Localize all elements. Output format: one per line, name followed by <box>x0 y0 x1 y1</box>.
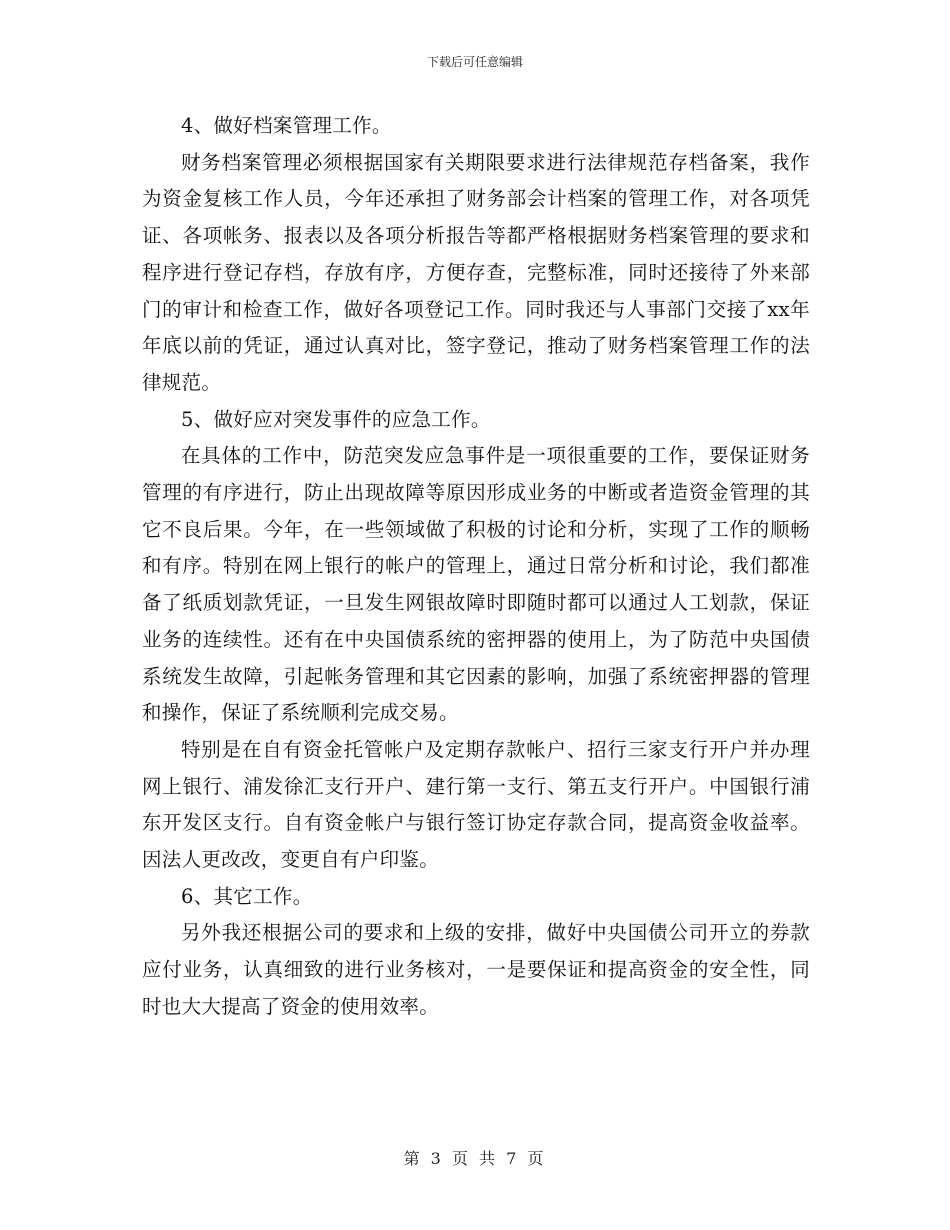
paragraph-other: 另外我还根据公司的要求和上级的安排，做好中央国债公司开立的券款应付业务，认真细致的进行业务核对，一是要保证和提高资金的安全性，同时也大大提高了资金的使用效率。 <box>142 921 810 1018</box>
paragraph-archives: 财务档案管理必须根据国家有关期限要求进行法律规范存档备案，我作为资金复核工作人员，今年还承担了财务部会计档案的管理工作，对各项凭证、各项帐务、报表以及各项分析报告等都严格根据财务档案管理的要求和程序进行登记存档，存放有序，方便存查，完整标准，同时还接待了外来部门的审计和检查工作，做好各项登记工作。同时我还与人事部门交接了xx年年底以前的凭证，通过认真对比，签字登记，推动了财务档案管理工作的法律规范。 <box>142 150 810 394</box>
document-body <box>142 108 810 1026</box>
page-footer: 第 3 页 共 7 页 <box>403 1149 547 1168</box>
paragraph-emergency: 在具体的工作中，防范突发应急事件是一项很重要的工作，要保证财务管理的有序进行，防止出现故障等原因形成业务的中断或者造资金管理的其它不良后果。今年，在一些领域做了积极的讨论和分析，实现了工作的顺畅和有序。特别在网上银行的帐户的管理上，通过日常分析和讨论，我们都准备了纸质划款凭证，一旦发生网银故障时即随时都可以通过人工划款，保证业务的连续性。还有在中央国债系统的密押器的使用上，为了防范中央国债系统发生故障，引起帐务管理和其它因素的影响，加强了系统密押器的管理和操作，保证了系统顺利完成交易。 <box>142 444 810 725</box>
section-heading-other: 6、其它工作。 <box>181 884 313 908</box>
page-header: 下载后可任意编辑 <box>426 55 523 69</box>
paragraph-accounts: 特别是在自有资金托管帐户及定期存款帐户、招行三家支行开户并办理网上银行、浦发徐汇支行开户、建行第一支行、第五支行开户。中国银行浦东开发区支行。自有资金帐户与银行签订协定存款合同，提高资金收益率。因法人更改改，变更自有户印鉴。 <box>142 737 810 872</box>
section-heading-archives: 4、做好档案管理工作。 <box>181 114 392 137</box>
section-heading-emergency: 5、做好应对突发事件的应急工作。 <box>181 407 491 431</box>
